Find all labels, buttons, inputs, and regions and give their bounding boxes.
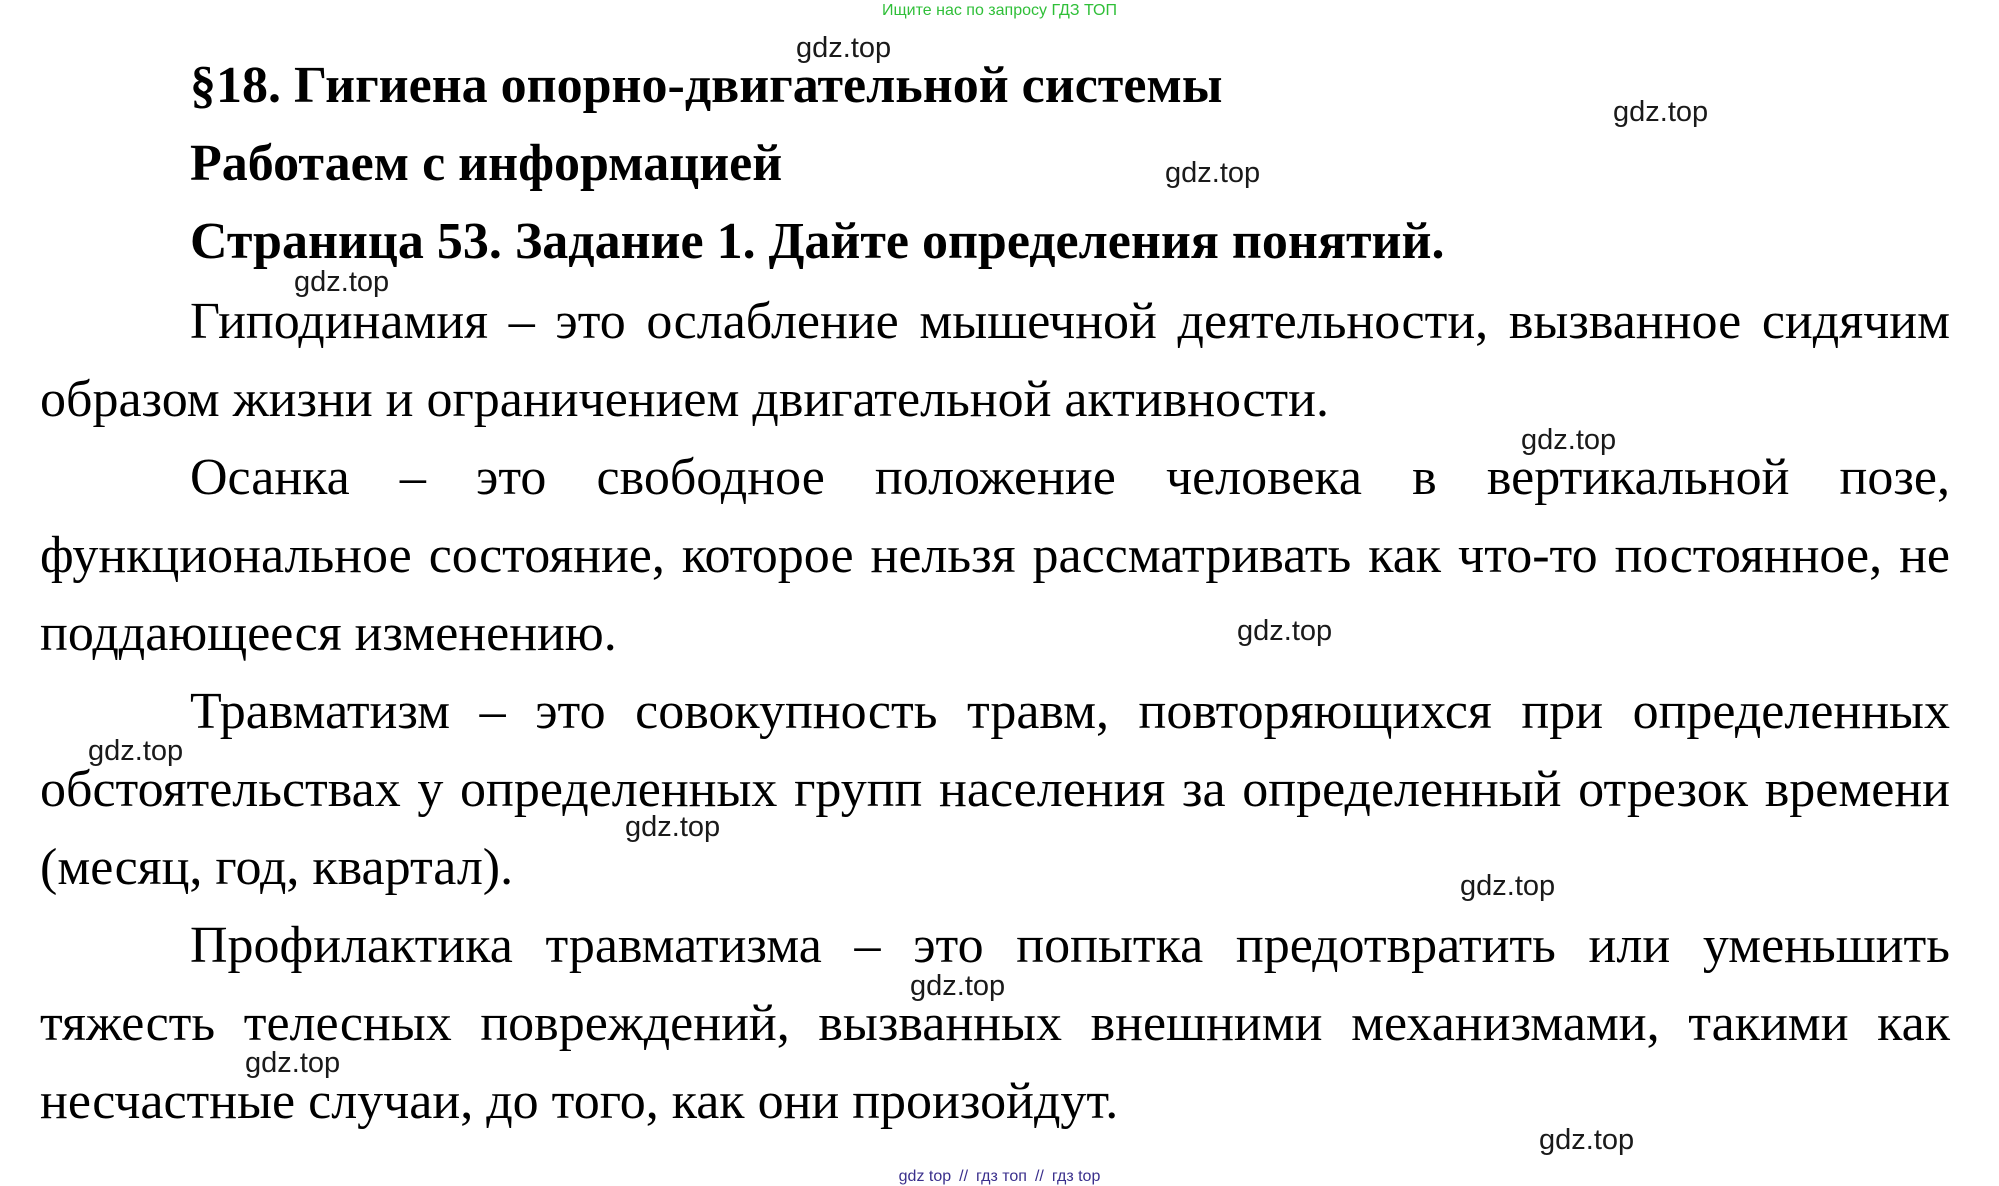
- watermark: gdz.top: [1613, 96, 1709, 128]
- footer-link-3[interactable]: гдз top: [1051, 1168, 1101, 1185]
- watermark: gdz.top: [294, 266, 390, 298]
- top-banner: Ищите нас по запросу ГДЗ ТОП: [882, 2, 1117, 19]
- definition-posture: Осанка – это свободное положение человека в вертикальной позе, функциональное состояние, которое нельзя рассматривать как что-то постоянное, не поддающееся изменению.: [40, 449, 1950, 662]
- footer-link-2[interactable]: гдз топ: [976, 1168, 1027, 1185]
- task-title: Страница 53. Задание 1. Дайте определения понятий.: [190, 213, 1445, 270]
- watermark: gdz.top: [1165, 157, 1261, 189]
- footer-link-1[interactable]: gdz top: [898, 1168, 952, 1185]
- watermark: gdz.top: [796, 32, 892, 64]
- watermark: gdz.top: [1237, 615, 1333, 647]
- watermark: gdz.top: [245, 1047, 341, 1079]
- definition-hypodynamia: Гиподинамия – это ослабление мышечной деятельности, вызванное сидячим образом жизни и ограничением двигательной активности.: [40, 293, 1950, 428]
- watermark: gdz.top: [625, 811, 721, 843]
- watermark: gdz.top: [1539, 1124, 1635, 1156]
- watermark: gdz.top: [1521, 424, 1617, 456]
- section-title: §18. Гигиена опорно-двигательной системы: [190, 57, 1223, 114]
- watermark: gdz.top: [1460, 870, 1556, 902]
- definition-injury-prevention: Профилактика травматизма – это попытка предотвратить или уменьшить тяжесть телесных повреждений, вызванных внешними механизмами, такими как несчастные случаи, до того, как они произойдут.: [40, 917, 1950, 1130]
- footer-separator: //: [1034, 1168, 1044, 1185]
- footer: [0, 1168, 1999, 1186]
- footer-separator: //: [959, 1168, 969, 1185]
- watermark: gdz.top: [88, 735, 184, 767]
- watermark: gdz.top: [910, 970, 1006, 1002]
- subsection-title: Работаем с информацией: [190, 135, 783, 192]
- definition-traumatism: Травматизм – это совокупность травм, повторяющихся при определенных обстоятельствах у определенных групп населения за определенный отрезок времени (месяц, год, квартал).: [40, 683, 1950, 896]
